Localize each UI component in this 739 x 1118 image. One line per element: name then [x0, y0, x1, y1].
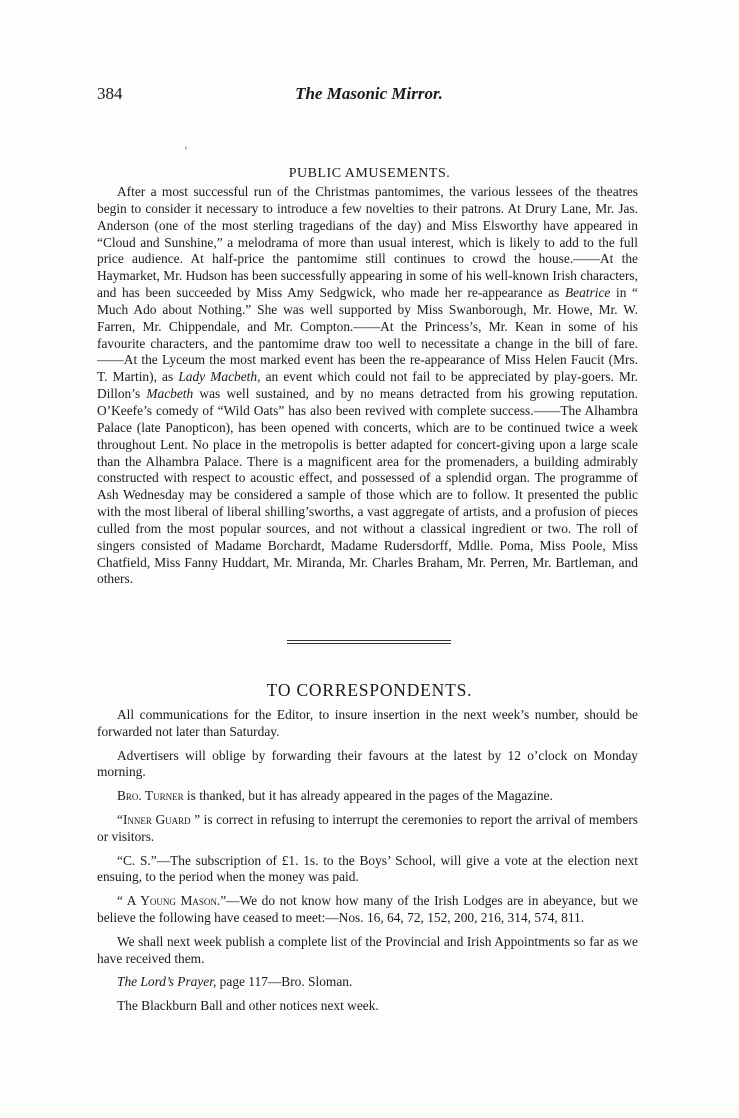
italic-run: Lady Macbeth, [178, 369, 261, 385]
ink-speck: ‚ [184, 139, 188, 151]
journal-title: The Masonic Mirror. [295, 84, 443, 103]
name-run: Young Mason. [140, 893, 221, 909]
notice-paragraph [97, 974, 638, 991]
notice-paragraph: “C. S.”—The subscription of £1. 1s. to the Boys’ School, will give a vote at the election next ensuing, to the period when the money was paid. [97, 852, 638, 885]
running-header [97, 84, 641, 106]
text-run: ” is correct in refusing to interrupt the ceremonies to report the arrival of members or visitors. [97, 811, 638, 844]
section-heading-public-amusements: PUBLIC AMUSEMENTS. [288, 166, 451, 181]
notice-paragraph: Advertisers will oblige by forwarding their favours at the latest by 12 o’clock on Monday morning. [97, 747, 638, 780]
correspondents-notices [97, 707, 638, 1022]
section-heading-correspondents: TO CORRESPONDENTS. [266, 680, 473, 700]
article-paragraph [97, 184, 638, 588]
notice-paragraph: All communications for the Editor, to insure insertion in the next week’s number, should be forwarded not later than Saturday. [97, 707, 638, 739]
divider-rule-bottom [287, 643, 451, 644]
text-run: page 117—Bro. Sloman. [216, 974, 353, 990]
notice-paragraph [97, 812, 638, 846]
notice-paragraph [97, 893, 638, 927]
text-run: is thanked, but it has already appeared in the pages of the Magazine. [183, 788, 553, 804]
italic-run: The Lord’s Prayer, [117, 974, 217, 990]
text-run: After a most successful run of the Christmas pantomimes, the various lessees of the theatres begin to consider it necessary to introduce a few novelties to their patrons. At Drury Lane, Mr. Jas. Anderson (one of the most sterling tragedians of the day) and Miss Elsworthy have appeared in “Cloud and Sunshine,” a melodrama of more than usual interest, which is likely to add to the full price audience. At half-price the pantomime still continues to crowd the house.——At the Haymarket, Mr. Hudson has been successfully appearing in some of his well-known Irish characters, and has been succeeded by Miss Amy Sedgwick, who made her re-appearance as [97, 184, 638, 301]
notice-paragraph [97, 788, 638, 805]
notice-paragraph: We shall next week publish a complete list of the Provincial and Irish Appointments so far as we have received them. [97, 933, 638, 966]
page-number: 384 [97, 84, 123, 103]
name-run: Bro. Turner [117, 788, 184, 804]
divider-rule-top [287, 640, 451, 641]
text-run: “ A [117, 893, 141, 909]
text-run: was well sustained, and by no means detracted from his growing reputation. O’Keefe’s comedy of “Wild Oats” has also been revived with complete success.——The Alhambra Palace (late Panopticon), has been opened with concerts, which are to be continued twice a week throughout Lent. No place in the metropolis is better adapted for concert-giving upon a large scale than the Alhambra Palace. There is a magnificent area for the promenaders, a building admirably constructed with respect to acoustic effect, and possessed of a splendid organ. The programme of Ash Wednesday may be considered a sample of those which are to follow. It presented the public with the most liberal of liberal shilling’sworths, a vast aggregate of artists, and a profusion of pieces culled from the most popular sources, and not without a classical ingredient or two. The roll of singers consisted of Madame Borchardt, Madame Rudersdorff, Mdlle. Poma, Miss Poole, Miss Chatfield, Miss Fanny Huddart, Mr. Miranda, Mr. Charles Braham, Mr. Perren, Mr. Bartleman, and others. [97, 386, 638, 587]
text-run: in “ Much Ado about Nothing.” She was well supported by Miss Swanborough, Mr. Howe, Mr. W. Farren, Mr. Chippendale, and Mr. Compton.——At the Princess’s, Mr. Kean in some of his favourite characters, and the pantomime draw too well to necessitate a change in the bill of fare.——At the Lyceum the most marked event has been the re-appearance of Miss Helen Faucit (Mrs. T. Martin), as [97, 285, 638, 385]
public-amusements-article [97, 184, 638, 588]
text-run: “ [117, 811, 123, 827]
text-run: ”—We do not know how many of the Irish Lodges are in abeyance, but we believe the following have ceased to meet:—Nos. 16, 64, 72, 152, 200, 216, 314, 574, 811. [97, 893, 638, 925]
text-run: an event which could not fail to be appreciated by play-goers. Mr. Dillon’s [97, 369, 639, 402]
italic-run: Macbeth [146, 386, 194, 402]
name-run: Inner Guard [122, 811, 191, 827]
notice-paragraph: The Blackburn Ball and other notices next week. [117, 998, 379, 1014]
italic-run: Beatrice [564, 285, 611, 301]
